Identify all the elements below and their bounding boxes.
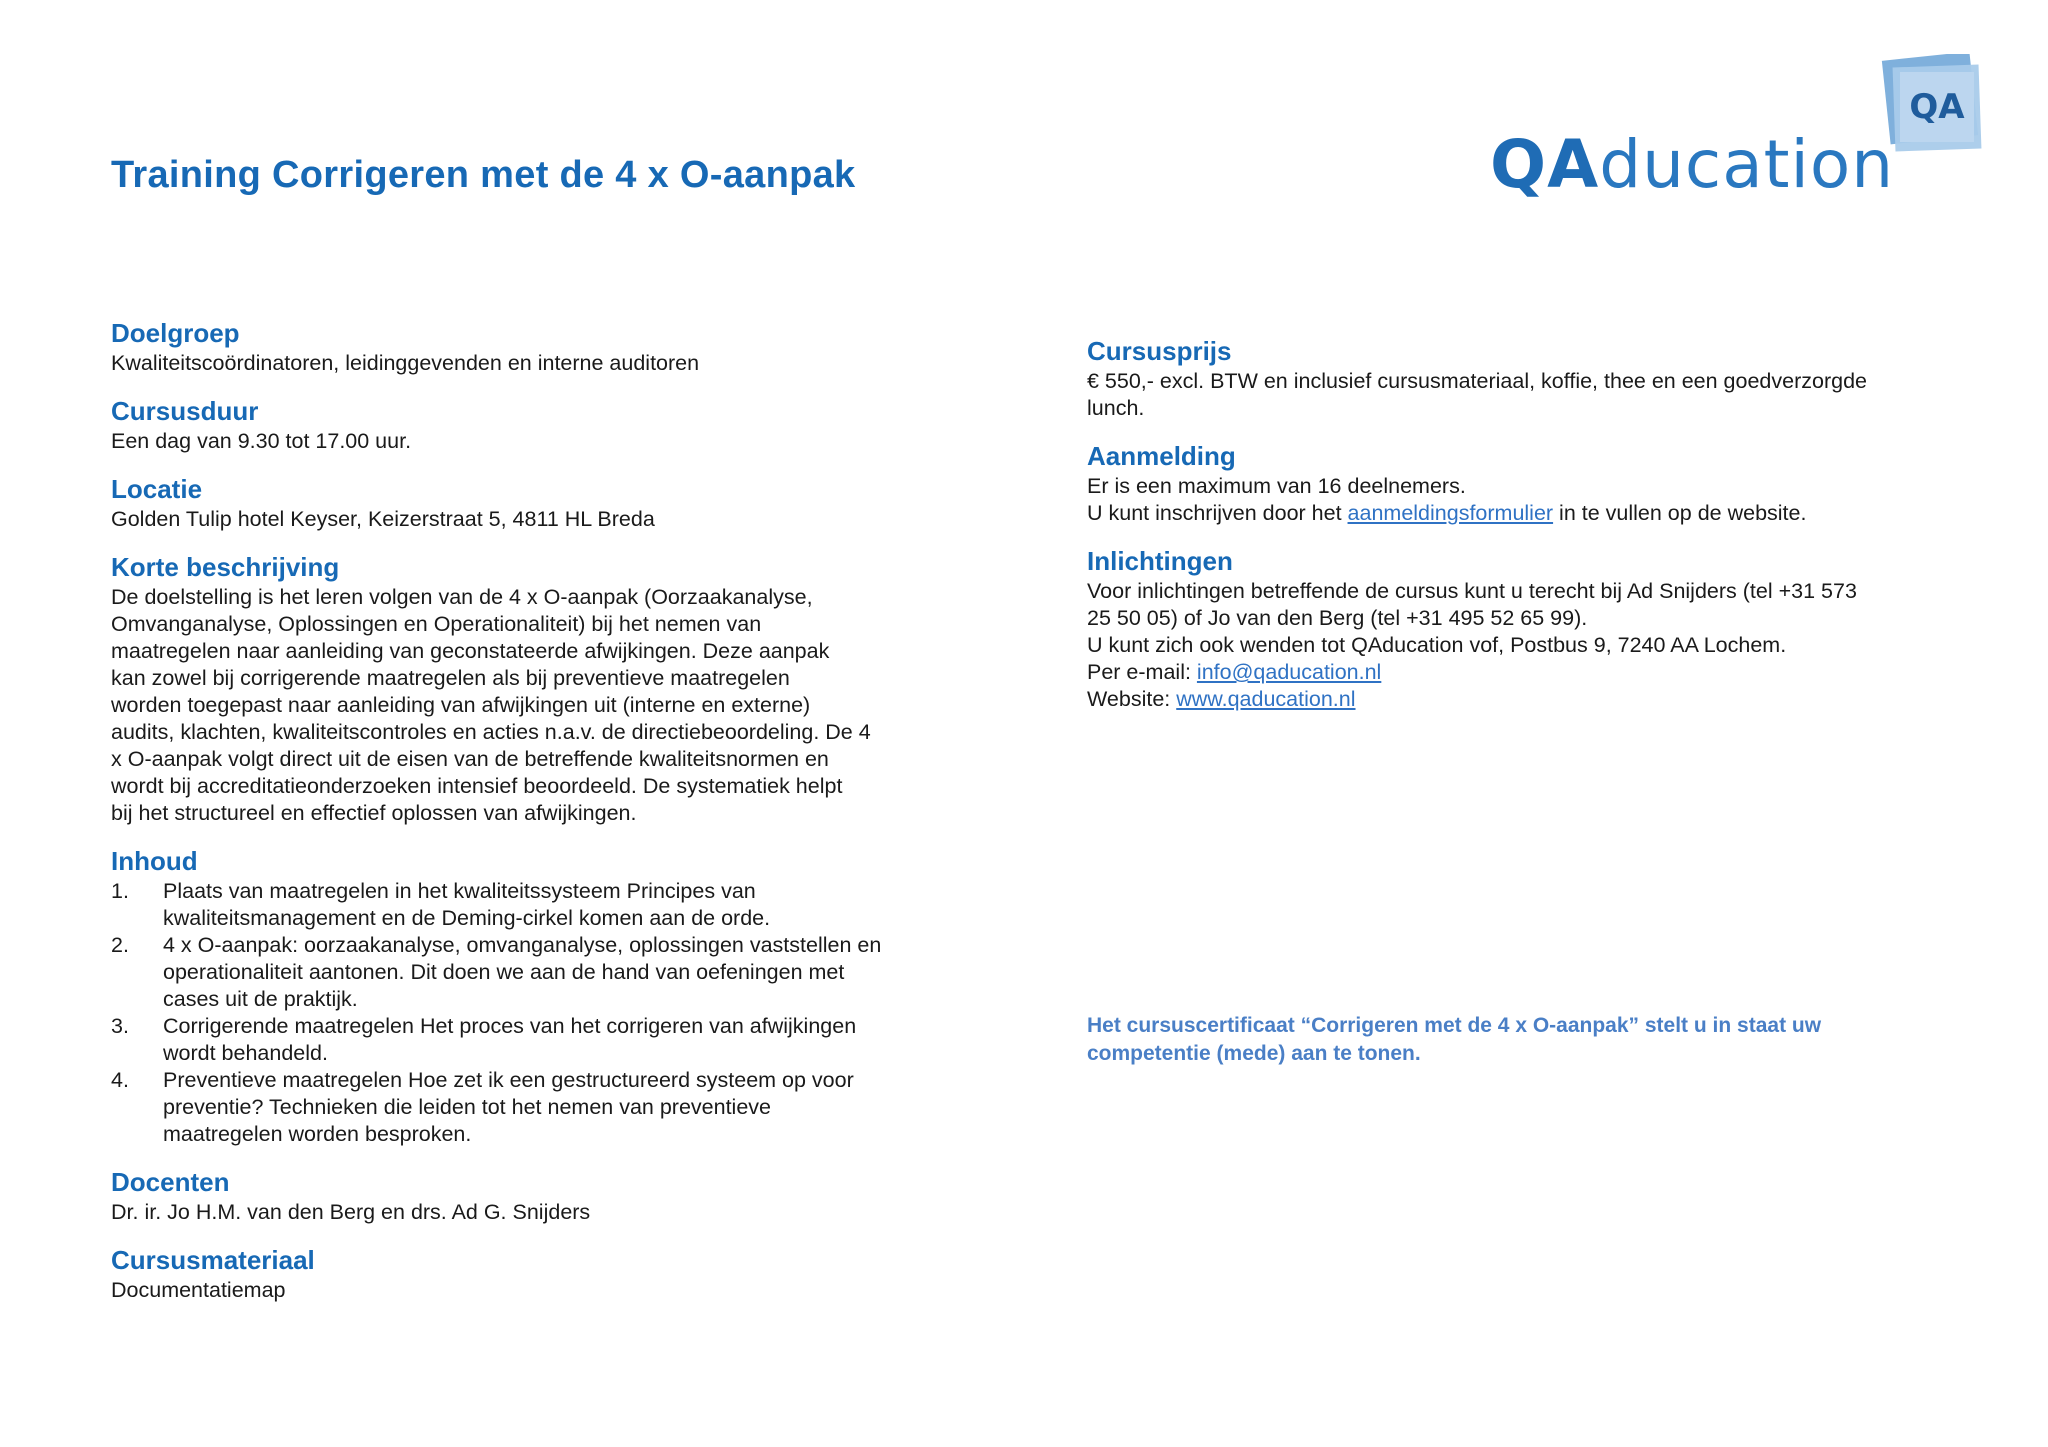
list-item-line: 4 x O-aanpak: oorzaakanalyse, omvanganalyse, oplossingen vaststellen en [163, 933, 882, 957]
website-line: Website: www.qaducation.nl [1087, 687, 1356, 711]
list-item-number: 2. [111, 933, 129, 957]
list-item-line: Corrigerende maatregelen Het proces van het corrigeren van afwijkingen [163, 1014, 857, 1038]
heading-doelgroep: Doelgroep [111, 318, 240, 348]
section-cursusduur [111, 394, 981, 455]
beschrijving-line: worden toegepast naar aanleiding van afwijkingen uit (interne en externe) [111, 693, 811, 717]
list-item-number: 1. [111, 879, 129, 903]
website-link[interactable]: www.qaducation.nl [1176, 687, 1356, 711]
page-title: Training Corrigeren met de 4 x O-aanpak [111, 154, 856, 196]
heading-inhoud: Inhoud [111, 846, 198, 876]
locatie-text: Golden Tulip hotel Keyser, Keizerstraat 5, 4811 HL Breda [111, 507, 655, 531]
list-item-line: preventie? Technieken die leiden tot het nemen van preventieve [163, 1095, 771, 1119]
beschrijving-line: wordt bij accreditatieonderzoeken intensief beoordeeld. De systematiek helpt [111, 774, 843, 798]
heading-docenten: Docenten [111, 1167, 230, 1197]
beschrijving-line: bij het structureel en effectief oplossen van afwijkingen. [111, 801, 637, 825]
section-docenten [111, 1165, 981, 1226]
cursusmateriaal-text: Documentatiemap [111, 1278, 286, 1302]
email-line: Per e-mail: info@qaducation.nl [1087, 660, 1382, 684]
section-aanmelding [1087, 439, 1967, 527]
list-item [111, 878, 981, 932]
section-korte-beschrijving [111, 550, 981, 827]
beschrijving-line: Omvanganalyse, Oplossingen en Operationaliteit) bij het nemen van [111, 612, 762, 636]
left-column [111, 316, 981, 1321]
section-cursusprijs [1087, 334, 1967, 422]
heading-cursusduur: Cursusduur [111, 396, 259, 426]
aanmelding-line: Er is een maximum van 16 deelnemers. [1087, 474, 1466, 498]
list-item-line: Preventieve maatregelen Hoe zet ik een gestructureerd systeem op voor [163, 1068, 854, 1092]
section-inhoud [111, 844, 981, 1148]
section-locatie [111, 472, 981, 533]
inlichtingen-line: Voor inlichtingen betreffende de cursus kunt u terecht bij Ad Snijders (tel +31 573 [1087, 579, 1857, 603]
heading-cursusprijs: Cursusprijs [1087, 336, 1232, 366]
svg-text:QA: QA [1909, 87, 1965, 127]
doelgroep-text: Kwaliteitscoördinatoren, leidinggevenden en interne auditoren [111, 351, 700, 375]
inhoud-list [111, 878, 981, 1148]
certificate-statement [1087, 1012, 1947, 1068]
beschrijving-line: audits, klachten, kwaliteitscontroles en acties n.a.v. de directiebeoordeling. De 4 [111, 720, 871, 744]
list-item-line: Plaats van maatregelen in het kwaliteitssysteem Principes van [163, 879, 756, 903]
list-item [111, 932, 981, 1013]
logo-wordmark: QAducation [1490, 126, 1895, 203]
list-item-line: maatregelen worden besproken. [163, 1122, 472, 1146]
list-item [111, 1067, 981, 1148]
beschrijving-line: De doelstelling is het leren volgen van de 4 x O-aanpak (Oorzaakanalyse, [111, 585, 813, 609]
heading-locatie: Locatie [111, 474, 203, 504]
right-column [1087, 334, 1967, 730]
aanmeldingsformulier-link[interactable]: aanmeldingsformulier [1347, 501, 1554, 525]
cursusprijs-line: € 550,- excl. BTW en inclusief cursusmateriaal, koffie, thee en een goedverzorgde [1087, 369, 1867, 393]
list-item-number: 3. [111, 1014, 129, 1038]
cursusduur-text: Een dag van 9.30 tot 17.00 uur. [111, 429, 412, 453]
list-item [111, 1013, 981, 1067]
qa-badge-icon [1880, 54, 1986, 154]
email-link[interactable]: info@qaducation.nl [1196, 660, 1382, 684]
aanmelding-line: U kunt inschrijven door het aanmeldingsformulier in te vullen op de website. [1087, 501, 1807, 525]
certificate-line: Het cursuscertificaat “Corrigeren met de 4 x O-aanpak” stelt u in staat uw [1087, 1014, 1822, 1037]
qaducation-logo [1480, 54, 2000, 214]
heading-aanmelding: Aanmelding [1087, 441, 1236, 471]
section-cursusmateriaal [111, 1243, 981, 1304]
heading-korte-beschrijving: Korte beschrijving [111, 552, 340, 582]
section-doelgroep [111, 316, 981, 377]
heading-cursusmateriaal: Cursusmateriaal [111, 1245, 315, 1275]
certificate-line: competentie (mede) aan te tonen. [1087, 1042, 1421, 1065]
section-inlichtingen [1087, 544, 1967, 713]
list-item-line: cases uit de praktijk. [163, 987, 358, 1011]
docenten-text: Dr. ir. Jo H.M. van den Berg en drs. Ad G. Snijders [111, 1200, 591, 1224]
inlichtingen-line: U kunt zich ook wenden tot QAducation vof, Postbus 9, 7240 AA Lochem. [1087, 633, 1787, 657]
list-item-line: wordt behandeld. [163, 1041, 328, 1065]
cursusprijs-line: lunch. [1087, 396, 1145, 420]
beschrijving-line: maatregelen naar aanleiding van geconstateerde afwijkingen. Deze aanpak [111, 639, 830, 663]
heading-inlichtingen: Inlichtingen [1087, 546, 1233, 576]
list-item-line: kwaliteitsmanagement en de Deming-cirkel komen aan de orde. [163, 906, 771, 930]
inlichtingen-line: 25 50 05) of Jo van den Berg (tel +31 495 52 65 99). [1087, 606, 1588, 630]
list-item-number: 4. [111, 1068, 129, 1092]
beschrijving-line: kan zowel bij corrigerende maatregelen als bij preventieve maatregelen [111, 666, 790, 690]
list-item-line: operationaliteit aantonen. Dit doen we aan de hand van oefeningen met [163, 960, 845, 984]
beschrijving-line: x O-aanpak volgt direct uit de eisen van de betreffende kwaliteitsnormen en [111, 747, 829, 771]
